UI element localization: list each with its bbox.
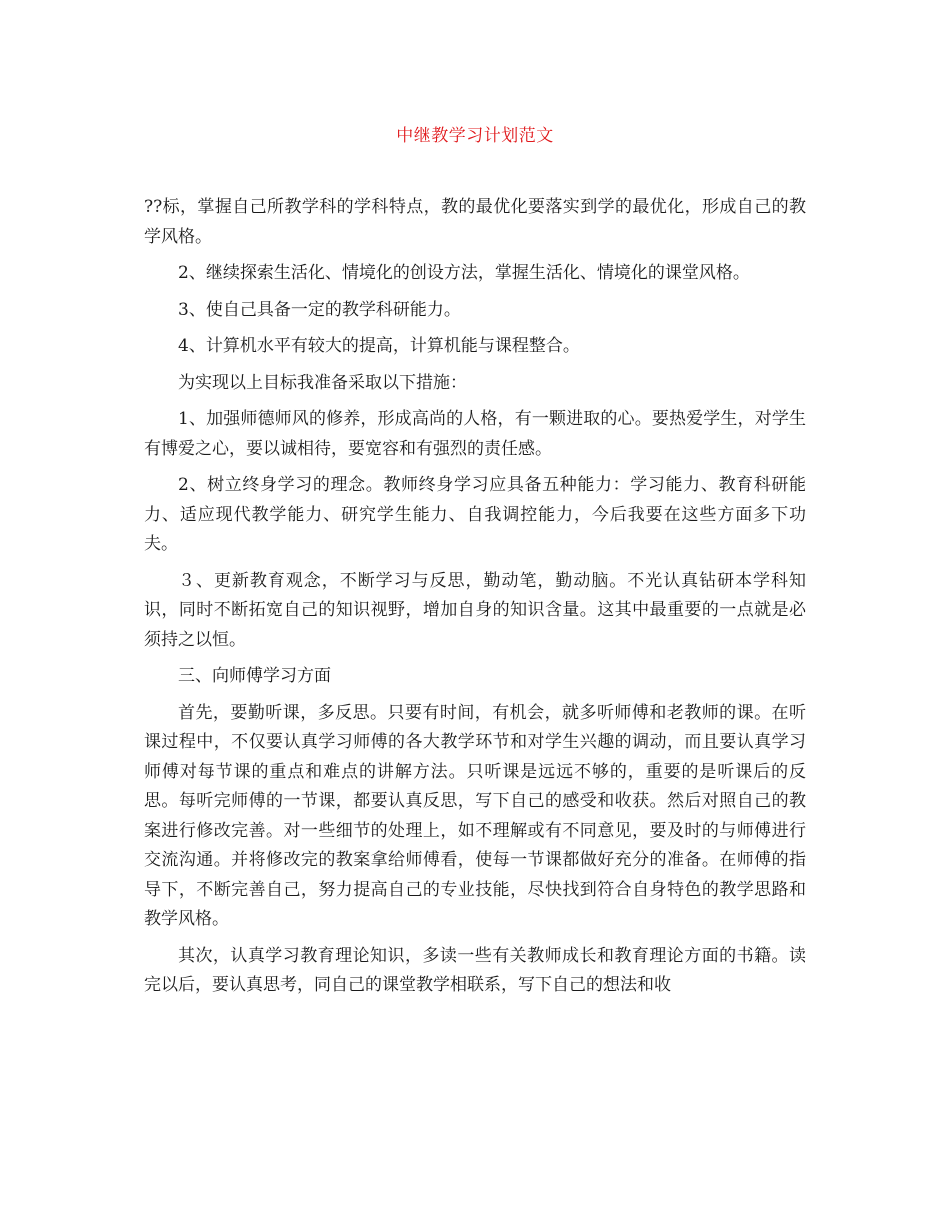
paragraph: 为实现以上目标我准备采取以下措施： [178,372,467,393]
paragraph: 首先，要勤听课，多反思。只要有时间，有机会，就多听师傅和老教师的课。在听课过程中，不仅要认真学习师傅的各大教学环节和对学生兴趣的调动，而且要认真学习师傅对每节课的重点和难点的讲解方法。只听课是远远不够的，重要的是听课后的反思。每听完师傅的一节课，都要认真反思，写下自己的感受和收获。然后对照自己的教案进行修改完善。对一些细节的处理上，如不理解或有不同意见，要及时的与师傅进行交流沟通。并将修改完的教案拿给师傅看，使每一节课都做好充分的准备。在师傅的指导下，不断完善自己，努力提高自己的专业技能，尽快找到符合自身特色的教学思路和教学风格。 [144,702,806,929]
paragraph: 2、继续探索生活化、情境化的创设方法，掌握生活化、情境化的课堂风格。 [178,263,750,283]
paragraph: 2、树立终身学习的理念。教师终身学习应具备五种能力：学习能力、教育科研能力、适应现代教学能力、研究学生能力、自我调控能力，今后我要在这些方面多下功夫。 [144,475,806,554]
document-title: 中继教学习计划范文 [396,126,554,146]
paragraph: 4、计算机水平有较大的提高，计算机能与课程整合。 [178,336,580,356]
paragraph: 1、加强师德师风的修养，形成高尚的人格，有一颗进取的心。要热爱学生，对学生有博爱之心，要以诚相待，要宽容和有强烈的责任感。 [144,409,806,459]
section-heading: 三、向师傅学习方面 [178,666,331,686]
paragraph: 其次，认真学习教育理论知识，多读一些有关教师成长和教育理论方面的书籍。读完以后，要认真思考，同自己的课堂教学相联系，写下自己的想法和收 [144,945,806,995]
document-body [144,193,806,1008]
paragraph: ３、更新教育观念，不断学习与反思，勤动笔，勤动脑。不光认真钻研本学科知识，同时不断拓宽自己的知识视野，增加自身的知识含量。这其中最重要的一点就是必须持之以恒。 [144,570,806,650]
paragraph: ??标，掌握自己所教学科的学科特点，教的最优化要落实到学的最优化，形成自己的教学风格。 [144,197,806,247]
paragraph: 3、使自己具备一定的教学科研能力。 [178,299,461,320]
